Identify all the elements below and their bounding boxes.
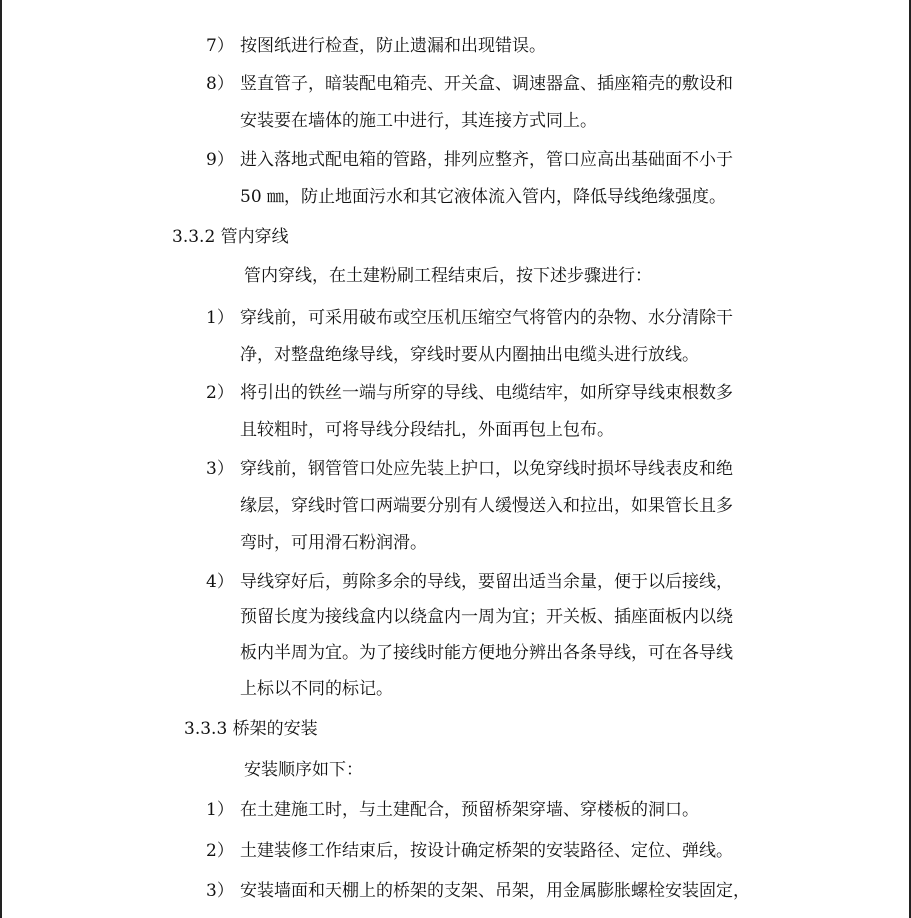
list-item-text: 将引出的铁丝一端与所穿的导线、电缆结牢，如所穿导线束根数多 [240, 383, 733, 403]
list-number: 3） [206, 459, 234, 479]
list-item-text: 安装墙面和天棚上的桥架的支架、吊架，用金属膨胀螺栓安装固定， [240, 881, 750, 901]
list-item-text: 50 ㎜，防止地面污水和其它液体流入管内，降低导线绝缘强度。 [240, 187, 727, 207]
list-item-text: 板内半周为宜。为了接线时能方便地分辨出各条导线，可在各导线 [240, 643, 733, 663]
section-heading: 3.3.3 桥架的安装 [184, 719, 318, 739]
list-item-text: 预留长度为接线盒内以绕盒内一周为宜；开关板、插座面板内以绕 [240, 607, 733, 627]
list-item-text: 在土建施工时，与土建配合，预留桥架穿墙、穿楼板的洞口。 [240, 800, 699, 820]
list-item-text: 上标以不同的标记。 [240, 679, 393, 699]
list-number: 4） [206, 572, 234, 592]
list-item-text: 导线穿好后，剪除多余的导线，要留出适当余量，便于以后接线， [240, 572, 733, 592]
list-number: 1） [206, 308, 234, 328]
list-item-text: 穿线前，钢管管口处应先装上护口，以免穿线时损坏导线表皮和绝 [240, 459, 733, 479]
section-intro: 管内穿线，在土建粉刷工程结束后，按下述步骤进行： [244, 266, 652, 286]
list-number: 7） [206, 36, 234, 56]
section-intro: 安装顺序如下： [244, 760, 363, 780]
list-item-text: 土建装修工作结束后，按设计确定桥架的安装路径、定位、弹线。 [240, 841, 733, 861]
list-item-text: 进入落地式配电箱的管路，排列应整齐，管口应高出基础面不小于 [240, 150, 733, 170]
list-number: 2） [206, 383, 234, 403]
list-item-text: 弯时，可用滑石粉润滑。 [240, 533, 427, 553]
list-number: 3） [206, 881, 234, 901]
list-item-text: 竖直管子，暗装配电箱壳、开关盒、调速器盒、插座箱壳的敷设和 [240, 74, 733, 94]
list-number: 9） [206, 150, 234, 170]
list-item-text: 按图纸进行检查，防止遗漏和出现错误。 [240, 36, 546, 56]
list-item-text: 安装要在墙体的施工中进行，其连接方式同上。 [240, 111, 597, 131]
list-item-text: 净，对整盘绝缘导线，穿线时要从内圈抽出电缆头进行放线。 [240, 345, 699, 365]
list-number: 2） [206, 841, 234, 861]
list-number: 1） [206, 800, 234, 820]
list-number: 8） [206, 74, 234, 94]
list-item-text: 缘层，穿线时管口两端要分别有人缓慢送入和拉出，如果管长且多 [240, 496, 733, 516]
list-item-text: 且较粗时，可将导线分段结扎，外面再包上包布。 [240, 420, 614, 440]
list-item-text: 穿线前，可采用破布或空压机压缩空气将管内的杂物、水分清除干 [240, 308, 733, 328]
section-heading: 3.3.2 管内穿线 [172, 227, 289, 247]
